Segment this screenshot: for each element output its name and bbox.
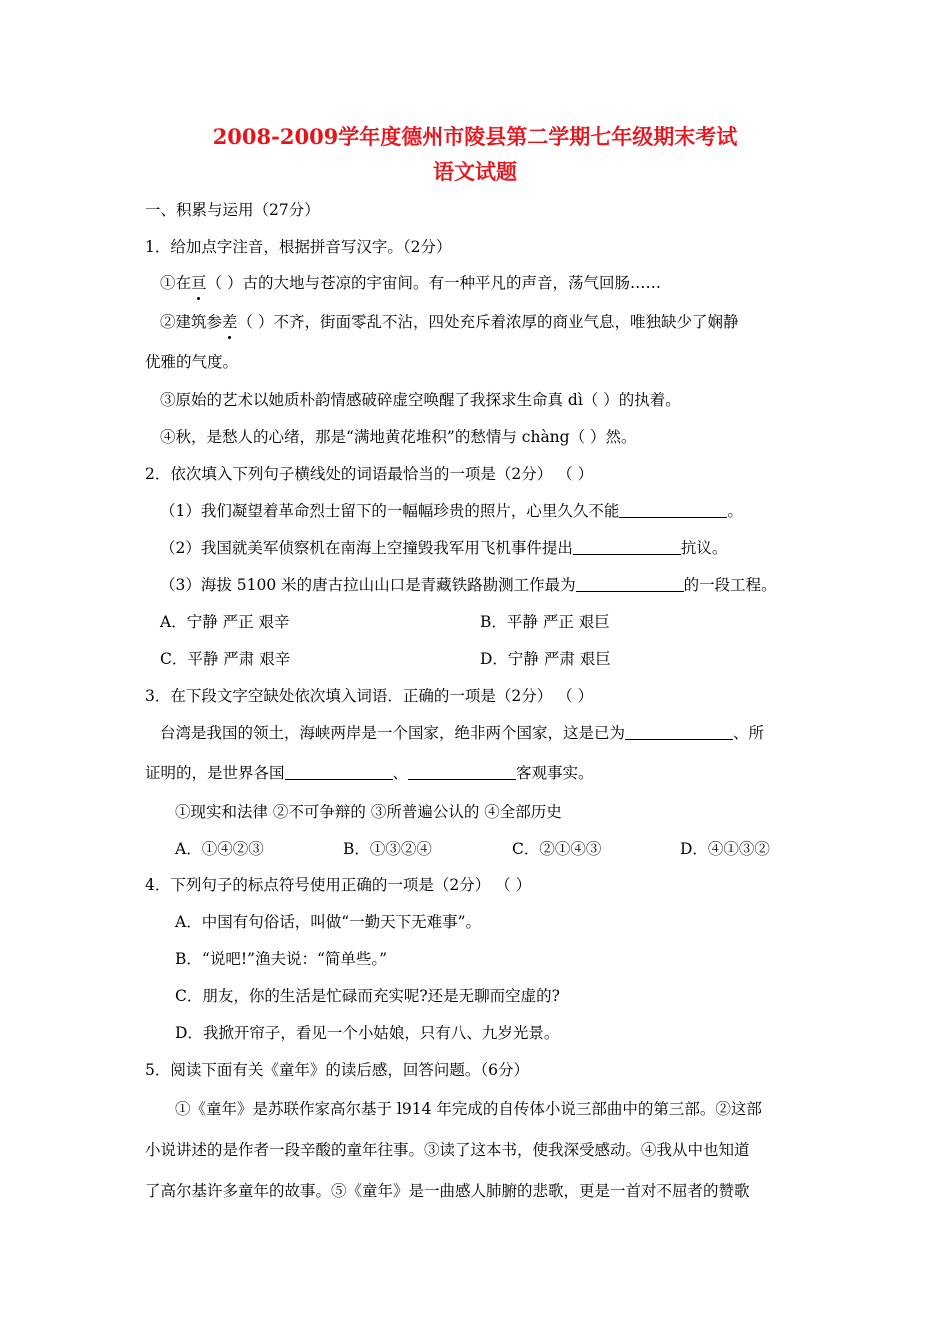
q2-sentence-2-pre: （2）我国就美军侦察机在南海上空撞毁我军用飞机事件提出	[160, 539, 573, 557]
q4-option-b: B．“说吧!”渔夫说：“简单些。”	[175, 950, 388, 968]
answer-blank	[573, 538, 681, 555]
q1-item-3: ③原始的艺术以她质朴韵情感破碎虚空唤醒了我探求生命真 dì（ ）的执着。	[160, 391, 681, 409]
q1-item-1-text-pre: ①在	[160, 274, 192, 292]
q1-item-1	[160, 272, 661, 294]
q2-sentence-1-pre: （1）我们凝望着革命烈士留下的一幅幅珍贵的照片，心里久久不能	[160, 502, 620, 520]
q3-passage-line-2-post: 客观事实。	[516, 764, 594, 782]
q4-option-d: D．我掀开帘子，看见一个小姑娘，只有八、九岁光景。	[175, 1024, 560, 1042]
q4-option-c: C．朋友，你的生活是忙碌而充实呢?还是无聊而空虚的?	[175, 987, 560, 1005]
q3-passage-line-2	[145, 762, 594, 784]
q3-passage-line-2-mid: 、	[392, 764, 409, 782]
q2-sentence-1-post: 。	[727, 502, 743, 520]
q1-item-2-dotted-char: 差	[222, 313, 238, 331]
q3-option-d: D．④①③②	[680, 840, 770, 858]
section-heading: 一、积累与运用（27分）	[145, 201, 320, 219]
q3-option-a: A．①④②③	[175, 840, 264, 858]
q2-sentence-3-post: 的一段工程。	[683, 576, 777, 594]
q1-item-1-text-post: （ ）古的大地与苍凉的宇宙间。有一种平凡的声音，荡气回肠……	[206, 274, 661, 292]
q1-item-2-text-post: （ ）不齐，街面零乱不沾，四处充斥着浓厚的商业气息，唯独缺少了娴静	[237, 313, 739, 331]
q2-option-d: D．宁静 严肃 艰巨	[480, 650, 611, 668]
answer-blank	[576, 575, 684, 592]
q3-passage-line-1-post: 、所	[733, 724, 765, 742]
answer-blank	[619, 501, 727, 518]
q1-item-2-text-pre: ②建筑参	[160, 313, 223, 331]
q3-passage-line-1	[160, 722, 764, 744]
answer-blank	[625, 723, 733, 740]
q2-option-c: C．平静 严肃 艰辛	[160, 650, 291, 668]
q3-option-c: C．②①④③	[512, 840, 602, 858]
q4-option-a: A．中国有句俗话，叫做“一勤天下无难事”。	[175, 913, 482, 931]
q2-sentence-3-pre: （3）海拔 5100 米的唐古拉山山口是青藏铁路勘测工作最为	[160, 576, 576, 594]
q1-item-2	[160, 311, 738, 333]
q1-stem: 1．给加点字注音，根据拼音写汉字。（2分）	[145, 238, 452, 256]
q1-item-1-dotted-char: 亘	[191, 274, 207, 292]
q5-stem: 5．阅读下面有关《童年》的读后感，回答问题。（6分）	[145, 1061, 529, 1079]
answer-blank	[285, 763, 393, 780]
q1-item-2-continued: 优雅的气度。	[145, 353, 239, 371]
q2-sentence-2-post: 抗议。	[680, 539, 728, 557]
q3-stem: 3．在下段文字空缺处依次填入词语．正确的一项是（2分） （ ）	[145, 687, 594, 705]
q3-choices: ①现实和法律 ②不可争辩的 ③所普遍公认的 ④全部历史	[175, 803, 562, 821]
q4-stem: 4．下列句子的标点符号使用正确的一项是（2分） （ ）	[145, 876, 532, 894]
q1-item-4: ④秋，是愁人的心绪，那是“满地黄花堆积”的愁情与 chàng（ ）然。	[160, 428, 637, 446]
q5-passage-line-1: ①《童年》是苏联作家高尔基于 l914 年完成的自传体小说三部曲中的第三部。②这部	[175, 1100, 762, 1118]
answer-blank	[408, 763, 516, 780]
q2-sentence-3	[160, 574, 777, 596]
q2-sentence-1	[160, 500, 743, 522]
q2-option-a: A．宁静 严正 艰辛	[160, 613, 290, 631]
q2-option-b: B．平静 严正 艰巨	[480, 613, 610, 631]
exam-subtitle: 语文试题	[433, 159, 517, 184]
q3-passage-line-1-pre: 台湾是我国的领土，海峡两岸是一个国家，绝非两个国家，这是已为	[160, 724, 626, 742]
q5-passage-line-3: 了高尔基许多童年的故事。⑤《童年》是一曲感人肺腑的悲歌，更是一首对不屈者的赞歌	[145, 1182, 750, 1200]
q3-passage-line-2-pre: 证明的，是世界各国	[145, 764, 285, 782]
q2-stem: 2．依次填入下列句子横线处的词语最恰当的一项是（2分） （ ）	[145, 465, 594, 483]
q3-option-b: B．①③②④	[343, 840, 432, 858]
q5-passage-line-2: 小说讲述的是作者一段辛酸的童年往事。③读了这本书，使我深受感动。④我从中也知道	[145, 1141, 750, 1159]
exam-title: 2008-2009学年度德州市陵县第二学期七年级期末考试	[212, 124, 738, 149]
q2-sentence-2	[160, 537, 727, 559]
